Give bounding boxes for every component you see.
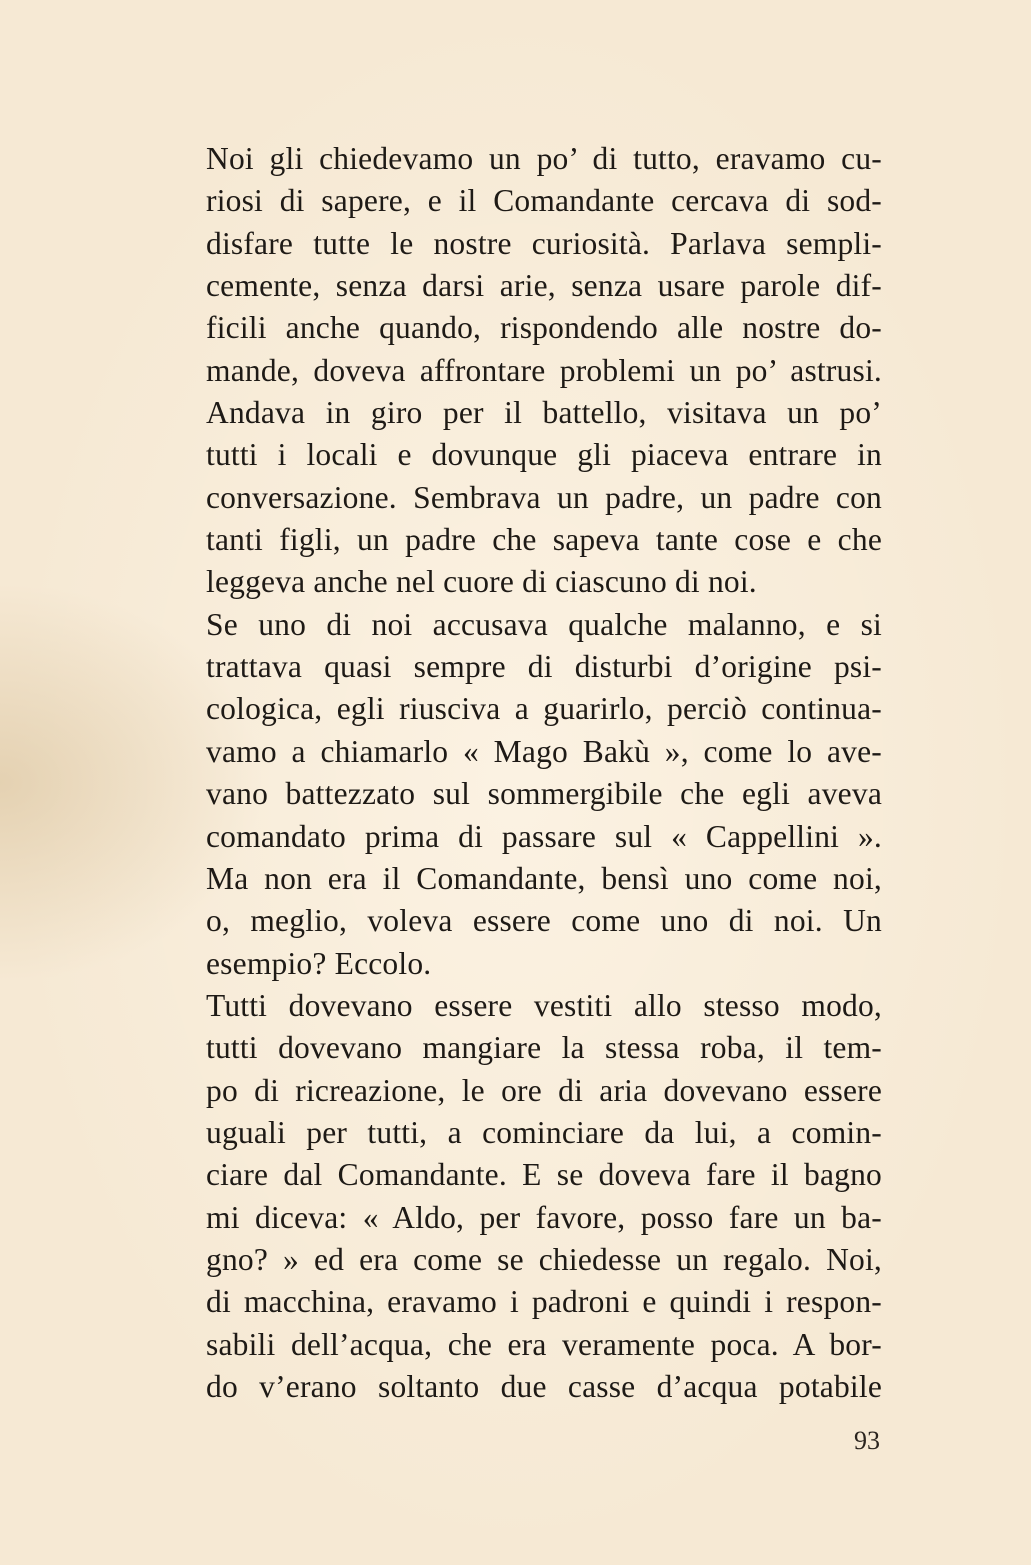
- text-line: uguali per tutti, a cominciare da lui, a comin-: [206, 1114, 882, 1150]
- text-line: vano battezzato sul sommergibile che egli aveva: [206, 776, 882, 812]
- text-line: sabili dell’acqua, che era veramente poca. A bor-: [206, 1326, 882, 1362]
- text-line: conversazione. Sembrava un padre, un padre con: [206, 479, 882, 515]
- text-line: cemente, senza darsi arie, senza usare parole dif-: [206, 268, 882, 304]
- text-line: tanti figli, un padre che sapeva tante cose e che: [206, 522, 882, 558]
- text-line: comandato prima di passare sul « Cappellini ».: [206, 818, 882, 854]
- text-line: riosi di sapere, e il Comandante cercava di sod-: [206, 183, 882, 219]
- text-line: esempio? Eccolo.: [206, 945, 432, 981]
- text-line: ciare dal Comandante. E se doveva fare il bagno: [206, 1157, 882, 1193]
- text-line: po di ricreazione, le ore di aria dovevano essere: [206, 1072, 882, 1108]
- page-number: 93: [854, 1426, 880, 1455]
- text-line: trattava quasi sempre di disturbi d’origine psi-: [206, 649, 882, 685]
- text-line: leggeva anche nel cuore di ciascuno di noi.: [206, 564, 757, 600]
- text-line: Ma non era il Comandante, bensì uno come noi,: [206, 860, 882, 896]
- text-line: disfare tutte le nostre curiosità. Parlava sempli-: [206, 225, 882, 261]
- text-line: mi diceva: « Aldo, per favore, posso fare un ba-: [206, 1199, 882, 1235]
- text-line: Noi gli chiedevamo un po’ di tutto, eravamo cu-: [206, 141, 882, 176]
- text-line: vamo a chiamarlo « Mago Bakù », come lo ave-: [206, 733, 882, 769]
- text-line: ficili anche quando, rispondendo alle nostre do-: [206, 310, 882, 346]
- text-line: o, meglio, voleva essere come uno di noi. Un: [206, 903, 882, 939]
- text-line: do v’erano soltanto due casse d’acqua potabile: [206, 1368, 882, 1404]
- text-line: Andava in giro per il battello, visitava un po’: [206, 395, 882, 431]
- text-line: tutti i locali e dovunque gli piaceva entrare in: [206, 437, 882, 473]
- text-line: gno? » ed era come se chiedesse un regalo. Noi,: [206, 1241, 882, 1277]
- text-line: Se uno di noi accusava qualche malanno, e si: [206, 606, 882, 642]
- body-text: [206, 138, 882, 1408]
- text-line: Tutti dovevano essere vestiti allo stesso modo,: [206, 987, 882, 1023]
- text-line: tutti dovevano mangiare la stessa roba, il tem-: [206, 1030, 882, 1066]
- text-line: cologica, egli riusciva a guarirlo, perciò continua-: [206, 691, 882, 727]
- text-line: di macchina, eravamo i padroni e quindi i respon-: [206, 1284, 882, 1320]
- text-line: mande, doveva affrontare problemi un po’ astrusi.: [206, 352, 882, 388]
